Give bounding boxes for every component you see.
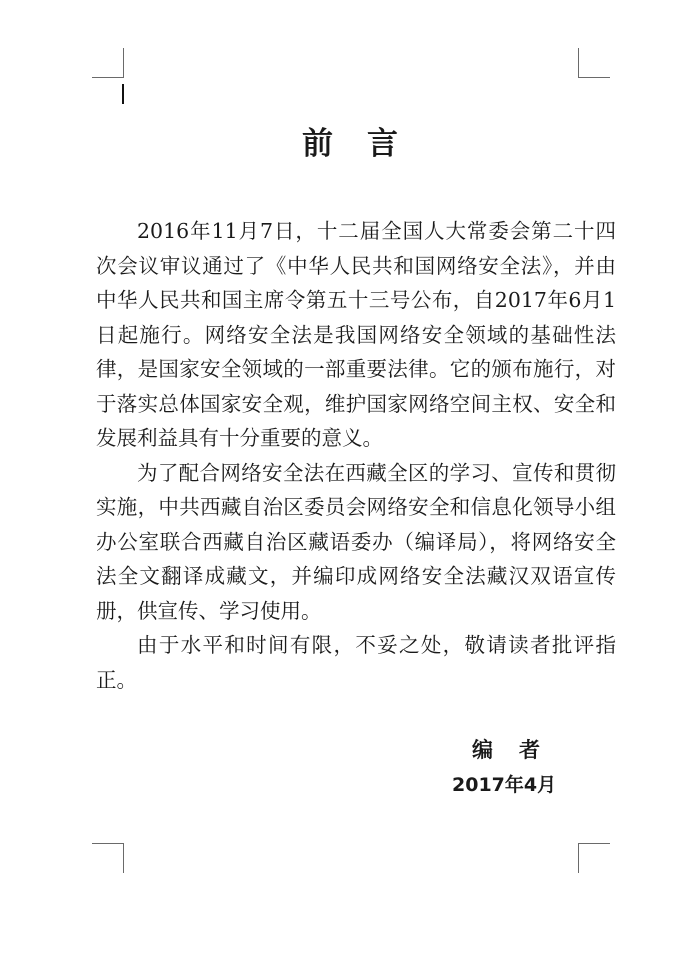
page-title: 前言 — [302, 126, 432, 162]
paragraph-3: 由于水平和时间有限，不妥之处，敬请读者批评指正。 — [96, 633, 616, 692]
text-cursor — [122, 84, 124, 104]
paragraph-1: 2016年11月7日，十二届全国人大常委会第二十四次会议审议通过了《中华人民共和国网络安全法》，并由中华人民共和国主席令第五十三号公布，自2017年6月1日起施行。网络安全法是我国网络安全领域的基础性法律，是国家安全领域的一部重要法律。它的颁布施行，对于落实总体国家安全观，维护国家网络空间主权、安全和发展利益具有十分重要的意义。 — [96, 219, 616, 450]
signature-role: 编者 — [472, 738, 566, 762]
paragraph-2: 为了配合网络安全法在西藏全区的学习、宣传和贯彻实施，中共西藏自治区委员会网络安全和信息化领导小组办公室联合西藏自治区藏语委办（编译局），将网络安全法全文翻译成藏文，并编印成网络安全法藏汉双语宣传册，供宣传、学习使用。 — [96, 460, 616, 623]
preface-body — [96, 214, 616, 697]
signature-date: 2017年4月 — [452, 774, 557, 796]
